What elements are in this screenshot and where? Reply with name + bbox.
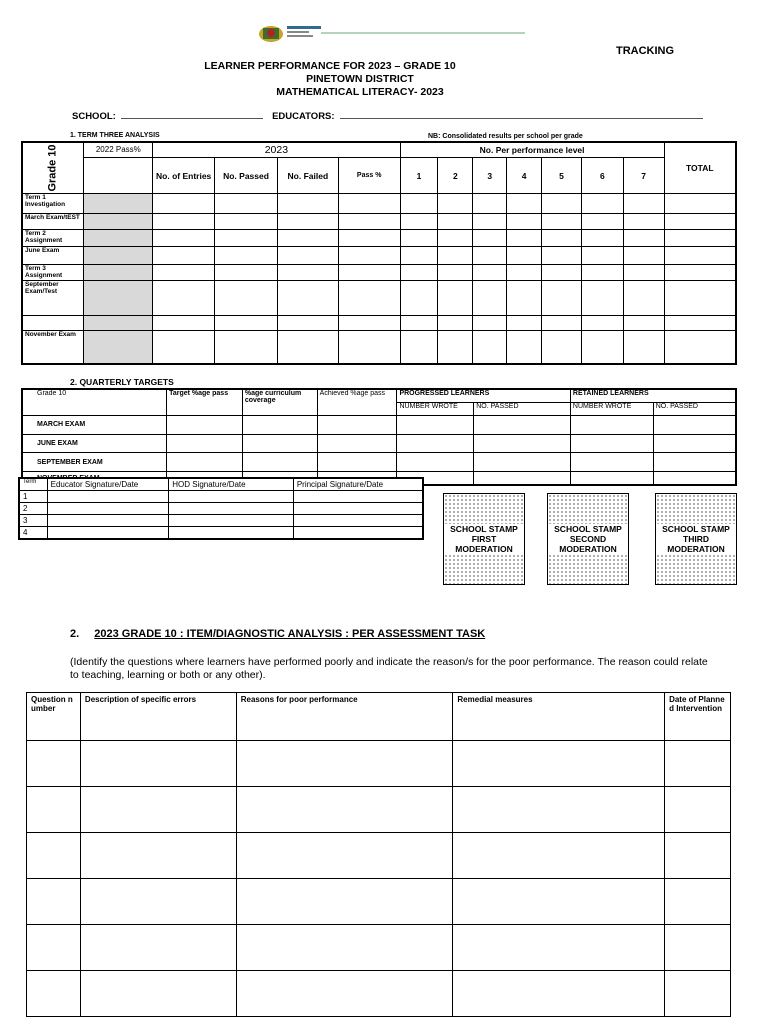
signature-row (19, 490, 423, 502)
level-2-header: 2 (438, 157, 473, 194)
term-data-cell[interactable] (438, 230, 473, 247)
quarterly-data-cell[interactable] (167, 453, 243, 472)
term-data-cell[interactable] (542, 264, 582, 280)
principal-signature-cell[interactable] (293, 502, 423, 514)
quarterly-data-cell[interactable] (570, 415, 653, 434)
item-analysis-row (27, 879, 731, 925)
term-row-label: March Exam/tEST (22, 213, 84, 229)
term-data-cell[interactable] (215, 230, 278, 247)
term-data-cell[interactable] (438, 280, 473, 315)
term-data-cell[interactable] (507, 264, 542, 280)
item-analysis-cell[interactable] (80, 833, 236, 879)
term-data-cell[interactable] (473, 264, 507, 280)
term-data-cell[interactable] (215, 315, 278, 330)
item-analysis-cell[interactable] (665, 741, 731, 787)
quarterly-data-cell[interactable] (570, 434, 653, 453)
term-data-cell[interactable] (473, 230, 507, 247)
term-analysis-table (21, 141, 737, 365)
term-data-cell[interactable] (623, 330, 664, 364)
item-analysis-cell[interactable] (453, 787, 665, 833)
term-row (22, 280, 736, 315)
qt-coverage-header: %age curriculum coverage (242, 389, 317, 415)
term-row-label: June Exam (22, 247, 84, 264)
item-analysis-cell[interactable] (27, 833, 81, 879)
term-data-cell[interactable] (581, 194, 623, 213)
term-row-label (22, 315, 84, 330)
qt-retained-wrote: NUMBER WROTE (570, 402, 653, 415)
hod-signature-cell[interactable] (169, 490, 294, 502)
total-header: TOTAL (664, 142, 736, 194)
term-data-cell[interactable] (338, 280, 400, 315)
qt-retained-header: RETAINED LEARNERS (570, 389, 736, 402)
quarterly-data-cell[interactable] (653, 415, 736, 434)
term-data-cell[interactable] (473, 247, 507, 264)
term-row-label: Term 2 Assignment (22, 230, 84, 247)
principal-signature-cell[interactable] (293, 490, 423, 502)
term-data-cell[interactable] (664, 315, 736, 330)
term-data-cell[interactable] (542, 330, 582, 364)
signature-row (19, 502, 423, 514)
item-analysis-cell[interactable] (665, 971, 731, 1017)
term-data-cell[interactable] (438, 247, 473, 264)
quarterly-data-cell[interactable] (317, 453, 397, 472)
stamp-third-label: SCHOOL STAMP THIRD MODERATION (656, 524, 736, 554)
term-data-cell[interactable] (215, 247, 278, 264)
signature-term-number: 2 (19, 502, 47, 514)
year-header: 2023 (153, 142, 400, 157)
term-data-cell[interactable] (581, 280, 623, 315)
term-data-cell[interactable] (507, 230, 542, 247)
qt-achieved-header: Achieved %age pass (317, 389, 397, 415)
item-analysis-cell[interactable] (236, 833, 453, 879)
term-data-cell[interactable] (507, 213, 542, 229)
term-data-cell[interactable] (542, 315, 582, 330)
term-data-cell[interactable] (400, 280, 438, 315)
quarterly-data-cell[interactable] (474, 453, 571, 472)
term-data-cell[interactable] (438, 264, 473, 280)
educators-field[interactable] (340, 110, 703, 119)
section-term-three-heading: 1. TERM THREE ANALYSIS (70, 132, 160, 139)
term-data-cell[interactable] (215, 330, 278, 364)
quarterly-data-cell[interactable] (317, 415, 397, 434)
school-educators-line (72, 110, 703, 122)
qt-retained-passed: NO. PASSED (653, 402, 736, 415)
quarterly-data-cell[interactable] (653, 453, 736, 472)
term-data-cell[interactable] (507, 280, 542, 315)
signature-term-number: 4 (19, 527, 47, 539)
term-data-cell[interactable] (277, 330, 338, 364)
signature-table (18, 477, 424, 540)
quarterly-data-cell[interactable] (570, 472, 653, 485)
term-data-cell[interactable] (277, 280, 338, 315)
qt-progressed-wrote: NUMBER WROTE (397, 402, 474, 415)
term-data-cell[interactable] (542, 194, 582, 213)
principal-signature-cell[interactable] (293, 527, 423, 539)
signature-row (19, 515, 423, 527)
term-row (22, 330, 736, 364)
term-row-label: Term 3 Assignment (22, 264, 84, 280)
term-data-cell[interactable] (338, 230, 400, 247)
term-data-cell[interactable] (153, 264, 215, 280)
section-quarterly-targets-heading: 2. QUARTERLY TARGETS (70, 377, 174, 387)
quarterly-row (22, 434, 736, 453)
term-data-cell[interactable] (215, 280, 278, 315)
col-remedial: Remedial measures (453, 693, 665, 741)
term-data-cell[interactable] (400, 194, 438, 213)
item-analysis-row (27, 741, 731, 787)
performance-level-header: No. Per performance level (400, 142, 664, 157)
qt-progressed-passed: NO. PASSED (474, 402, 571, 415)
item-analysis-title: 2023 GRADE 10 : ITEM/DIAGNOSTIC ANALYSIS : PER ASSESSMENT TASK (94, 628, 486, 640)
col-reasons: Reasons for poor performance (236, 693, 453, 741)
item-analysis-table (26, 692, 731, 1017)
quarterly-data-cell[interactable] (317, 434, 397, 453)
term-data-cell[interactable] (542, 230, 582, 247)
item-analysis-cell[interactable] (80, 925, 236, 971)
prev-year-cell[interactable] (84, 247, 153, 264)
term-data-cell[interactable] (338, 330, 400, 364)
quarterly-data-cell[interactable] (242, 434, 317, 453)
term-data-cell[interactable] (153, 280, 215, 315)
level-1-header: 1 (400, 157, 438, 194)
quarterly-data-cell[interactable] (474, 415, 571, 434)
consolidated-note: NB: Consolidated results per school per grade (428, 133, 583, 140)
school-label: SCHOOL: (72, 111, 116, 122)
stamp-second-moderation (547, 493, 629, 585)
term-data-cell[interactable] (400, 247, 438, 264)
term-data-cell[interactable] (507, 194, 542, 213)
item-analysis-cell[interactable] (665, 787, 731, 833)
item-analysis-cell[interactable] (27, 787, 81, 833)
term-row (22, 315, 736, 330)
term-data-cell[interactable] (277, 247, 338, 264)
term-data-cell[interactable] (153, 247, 215, 264)
prev-year-cell[interactable] (84, 264, 153, 280)
item-analysis-cell[interactable] (27, 741, 81, 787)
term-data-cell[interactable] (664, 330, 736, 364)
term-data-cell[interactable] (438, 330, 473, 364)
qt-grade-header: Grade 10 (22, 389, 167, 415)
quarterly-data-cell[interactable] (397, 453, 474, 472)
term-data-cell[interactable] (581, 315, 623, 330)
term-data-cell[interactable] (277, 213, 338, 229)
stamp-third-moderation (655, 493, 737, 585)
educator-signature-cell[interactable] (47, 502, 169, 514)
term-data-cell[interactable] (277, 230, 338, 247)
item-analysis-cell[interactable] (80, 787, 236, 833)
term-data-cell[interactable] (581, 264, 623, 280)
stamp-first-moderation (443, 493, 525, 585)
item-analysis-description: (Identify the questions where learners have performed poorly and indicate the reason/s for the poor performance. The reason could relate to teaching, learning or both or any other). (70, 656, 708, 681)
quarterly-data-cell[interactable] (474, 472, 571, 485)
term-data-cell[interactable] (215, 194, 278, 213)
quarterly-data-cell[interactable] (397, 415, 474, 434)
pass-percent-header: Pass % (338, 157, 400, 194)
quarterly-row (22, 453, 736, 472)
term-data-cell[interactable] (153, 213, 215, 229)
stamp-second-label: SCHOOL STAMP SECOND MODERATION (548, 524, 628, 554)
grade-header-cell (22, 142, 84, 194)
school-field[interactable] (121, 110, 263, 119)
quarterly-data-cell[interactable] (653, 434, 736, 453)
hod-signature-cell[interactable] (169, 515, 294, 527)
prev-year-cell[interactable] (84, 280, 153, 315)
term-data-cell[interactable] (623, 194, 664, 213)
term-data-cell[interactable] (438, 213, 473, 229)
quarterly-row-label: SEPTEMBER EXAM (22, 453, 167, 472)
term-data-cell[interactable] (153, 315, 215, 330)
principal-signature-cell[interactable] (293, 515, 423, 527)
term-data-cell[interactable] (623, 315, 664, 330)
prev-year-cell[interactable] (84, 230, 153, 247)
sig-term-header: Term (19, 478, 47, 490)
level-7-header: 7 (623, 157, 664, 194)
sig-hod-header: HOD Signature/Date (169, 478, 294, 490)
district-title: PINETOWN DISTRICT (306, 73, 414, 85)
item-analysis-cell[interactable] (236, 925, 453, 971)
term-data-cell[interactable] (542, 213, 582, 229)
term-row (22, 194, 736, 213)
term-data-cell[interactable] (664, 230, 736, 247)
item-analysis-cell[interactable] (453, 971, 665, 1017)
quarterly-data-cell[interactable] (653, 472, 736, 485)
term-data-cell[interactable] (623, 264, 664, 280)
level-5-header: 5 (542, 157, 582, 194)
item-analysis-row (27, 971, 731, 1017)
item-analysis-row (27, 925, 731, 971)
hod-signature-cell[interactable] (169, 502, 294, 514)
quarterly-data-cell[interactable] (570, 453, 653, 472)
item-analysis-cell[interactable] (453, 741, 665, 787)
prev-year-cell[interactable] (84, 213, 153, 229)
quarterly-data-cell[interactable] (474, 434, 571, 453)
term-data-cell[interactable] (542, 280, 582, 315)
educator-signature-cell[interactable] (47, 490, 169, 502)
term-data-cell[interactable] (581, 230, 623, 247)
term-row (22, 247, 736, 264)
term-data-cell[interactable] (507, 330, 542, 364)
education-department-logo (257, 22, 529, 44)
term-data-cell[interactable] (623, 213, 664, 229)
term-data-cell[interactable] (400, 264, 438, 280)
term-data-cell[interactable] (338, 264, 400, 280)
page-title: LEARNER PERFORMANCE FOR 2023 – GRADE 10 (204, 60, 456, 72)
signature-row (19, 527, 423, 539)
signature-term-number: 1 (19, 490, 47, 502)
item-analysis-cell[interactable] (236, 787, 453, 833)
failed-header: No. Failed (277, 157, 338, 194)
qt-target-header: Target %age pass (167, 389, 243, 415)
item-analysis-cell[interactable] (665, 833, 731, 879)
term-row-label: November Exam (22, 330, 84, 364)
entries-header: No. of Entries (153, 157, 215, 194)
item-analysis-cell[interactable] (80, 741, 236, 787)
term-data-cell[interactable] (623, 247, 664, 264)
term-data-cell[interactable] (581, 213, 623, 229)
item-analysis-cell[interactable] (27, 879, 81, 925)
quarterly-row-label: MARCH EXAM (22, 415, 167, 434)
term-data-cell[interactable] (400, 315, 438, 330)
grade-label: Grade 10 (46, 144, 59, 192)
quarterly-data-cell[interactable] (242, 415, 317, 434)
qt-progressed-header: PROGRESSED LEARNERS (397, 389, 570, 402)
term-data-cell[interactable] (400, 213, 438, 229)
term-data-cell[interactable] (473, 280, 507, 315)
term-data-cell[interactable] (153, 194, 215, 213)
term-data-cell[interactable] (664, 213, 736, 229)
term-row-label: Term 1 Investigation (22, 194, 84, 213)
passed-header: No. Passed (215, 157, 278, 194)
item-analysis-cell[interactable] (80, 879, 236, 925)
quarterly-row (22, 415, 736, 434)
term-data-cell[interactable] (338, 194, 400, 213)
term-data-cell[interactable] (338, 213, 400, 229)
prev-year-cell[interactable] (84, 194, 153, 213)
item-analysis-heading (70, 628, 485, 640)
term-data-cell[interactable] (153, 230, 215, 247)
level-6-header: 6 (581, 157, 623, 194)
educators-label: EDUCATORS: (272, 111, 335, 122)
item-analysis-cell[interactable] (453, 925, 665, 971)
col-specific-errors: Description of specific errors (80, 693, 236, 741)
term-data-cell[interactable] (664, 247, 736, 264)
term-data-cell[interactable] (507, 247, 542, 264)
term-data-cell[interactable] (623, 280, 664, 315)
term-data-cell[interactable] (473, 194, 507, 213)
item-analysis-cell[interactable] (665, 925, 731, 971)
col-question-number: Question number (27, 693, 81, 741)
level-3-header: 3 (473, 157, 507, 194)
col-intervention-date: Date of Planned Intervention (665, 693, 731, 741)
item-analysis-cell[interactable] (453, 879, 665, 925)
sig-educator-header: Educator Signature/Date (47, 478, 169, 490)
term-data-cell[interactable] (664, 194, 736, 213)
quarterly-data-cell[interactable] (397, 434, 474, 453)
term-data-cell[interactable] (473, 330, 507, 364)
term-data-cell[interactable] (277, 194, 338, 213)
prev-year-header: 2022 Pass% (84, 142, 153, 157)
term-data-cell[interactable] (338, 247, 400, 264)
term-data-cell[interactable] (581, 330, 623, 364)
item-analysis-cell[interactable] (236, 741, 453, 787)
prev-year-blank (84, 157, 153, 194)
term-data-cell[interactable] (473, 213, 507, 229)
term-data-cell[interactable] (473, 315, 507, 330)
quarterly-row-label: JUNE EXAM (22, 434, 167, 453)
term-data-cell[interactable] (438, 194, 473, 213)
term-data-cell[interactable] (664, 280, 736, 315)
term-data-cell[interactable] (438, 315, 473, 330)
item-analysis-cell[interactable] (80, 971, 236, 1017)
term-data-cell[interactable] (507, 315, 542, 330)
item-analysis-cell[interactable] (27, 971, 81, 1017)
item-analysis-cell[interactable] (665, 879, 731, 925)
item-analysis-cell[interactable] (453, 833, 665, 879)
item-analysis-cell[interactable] (236, 879, 453, 925)
item-analysis-cell[interactable] (236, 971, 453, 1017)
sig-principal-header: Principal Signature/Date (293, 478, 423, 490)
item-analysis-number: 2. (70, 628, 80, 640)
term-data-cell[interactable] (338, 315, 400, 330)
item-analysis-row (27, 787, 731, 833)
term-row (22, 213, 736, 229)
term-data-cell[interactable] (215, 213, 278, 229)
prev-year-cell[interactable] (84, 315, 153, 330)
term-row (22, 230, 736, 247)
quarterly-data-cell[interactable] (167, 415, 243, 434)
hod-signature-cell[interactable] (169, 527, 294, 539)
quarterly-data-cell[interactable] (242, 453, 317, 472)
term-row-label: September Exam/Test (22, 280, 84, 315)
stamp-first-label: SCHOOL STAMP FIRST MODERATION (444, 524, 524, 554)
tracking-label: TRACKING (616, 45, 675, 57)
signature-term-number: 3 (19, 515, 47, 527)
level-4-header: 4 (507, 157, 542, 194)
term-data-cell[interactable] (581, 247, 623, 264)
term-data-cell[interactable] (542, 247, 582, 264)
item-analysis-cell[interactable] (27, 925, 81, 971)
item-analysis-row (27, 833, 731, 879)
term-data-cell[interactable] (400, 230, 438, 247)
educator-signature-cell[interactable] (47, 515, 169, 527)
term-row (22, 264, 736, 280)
quarterly-data-cell[interactable] (167, 434, 243, 453)
educator-signature-cell[interactable] (47, 527, 169, 539)
term-data-cell[interactable] (277, 315, 338, 330)
term-data-cell[interactable] (664, 264, 736, 280)
prev-year-cell[interactable] (84, 330, 153, 364)
quarterly-targets-table (21, 388, 737, 486)
subject-title: MATHEMATICAL LITERACY- 2023 (276, 86, 444, 98)
term-data-cell[interactable] (623, 230, 664, 247)
term-data-cell[interactable] (277, 264, 338, 280)
term-data-cell[interactable] (400, 330, 438, 364)
term-data-cell[interactable] (215, 264, 278, 280)
term-data-cell[interactable] (153, 330, 215, 364)
